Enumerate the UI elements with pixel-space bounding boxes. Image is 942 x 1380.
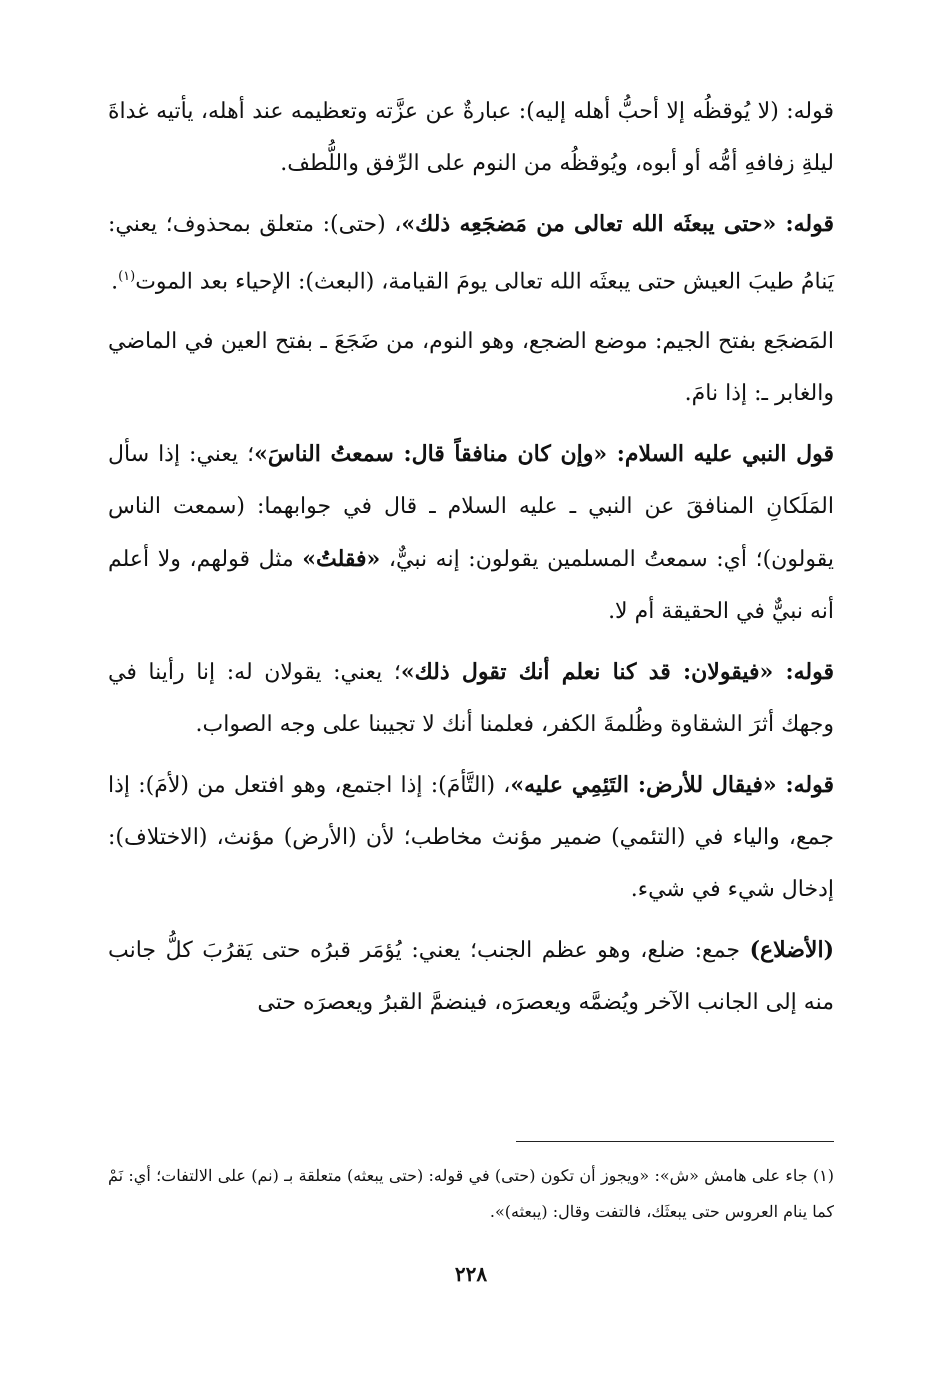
text-run: ؛ يعني: يقولان له: إنا رأينا في وجهك أثرَ الشقاوة وظُلمةَ الكفر، فعلمنا أنك لا تجيبنا على وجه الصواب. xyxy=(108,660,834,738)
quoted-phrase: قوله: «فيقال للأرض: التَئِمِي عليه» xyxy=(510,772,834,799)
text-run: قوله: (لا يُوقظُه إلا أحبُّ أهله إليه): عبارةٌ عن عزَّته وتعظيمه عند أهله، يأتيه غداةَ ليلةِ زفافهِ أمُّه أو أبوه، ويُوقظُه من النوم على الرِّفق واللُّطف. xyxy=(108,99,834,176)
paragraph xyxy=(108,646,834,751)
text-run: ؛ يعني: إذا سأل المَلَكانِ المنافقَ عن النبي ـ عليه السلام ـ قال في جوابهما: (سمعت الناس يقولون)؛ أي: سمعتُ المسلمين يقولون: إنه نبيٌّ، xyxy=(108,442,835,573)
paragraph xyxy=(108,428,834,638)
footnote-divider xyxy=(516,1141,834,1142)
paragraph xyxy=(108,924,834,1029)
paragraph xyxy=(108,198,834,308)
quoted-phrase: قوله: «حتى يبعثَه الله تعالى من مَضجَعِه ذلك» xyxy=(401,211,835,237)
text-run: مثل قولهم، ولا أعلم أنه نبيٌّ في الحقيقة أم لا. xyxy=(108,547,834,625)
text-run: جمع: ضلع، وهو عظم الجنب؛ يعني: يُؤمَر قبرُه حتى يَقرُبَ كلُّ جانب منه إلى الجانب الآخر ويُضمَّه ويعصرَه، فينضمَّ القبرُ ويعصرَه حتى xyxy=(108,938,834,1016)
text-run: ، (حتى): متعلق بمحذوف؛ يعني: يَنامُ طيبَ العيش حتى يبعثَه الله تعالى يومَ القيامة، (البعث): الإحياء بعد الموت xyxy=(108,212,834,295)
quoted-phrase: قول النبي عليه السلام: «وإن كان منافقاً قال: سمعتُ الناسَ» xyxy=(254,441,834,468)
page-body xyxy=(108,86,834,1029)
paragraph xyxy=(108,86,834,190)
text-run: . xyxy=(111,269,119,295)
quoted-phrase: «فقلتُ» xyxy=(302,546,381,573)
footnotes xyxy=(108,1158,834,1230)
text-run: المَضجَع بفتح الجيم: موضع الضجع، وهو النوم، من ضَجَعَ ـ بفتح العين في الماضي والغابر ـ: إذا نامَ. xyxy=(108,329,834,407)
quoted-phrase: (الأضلاع) xyxy=(749,937,834,964)
page-number: ٢٢٨ xyxy=(454,1262,488,1286)
footnote-marker: (١) xyxy=(118,269,136,284)
paragraph xyxy=(108,316,834,420)
footnote: (١) جاء على هامش «ش»: «ويجوز أن تكون (حتى) في قوله: (حتى يبعثه) متعلقة بـ (نم) على الالتفات؛ أي: نَمْ كما ينام العروس حتى يبعثَك، فالتفت وقال: (يبعثه)». xyxy=(108,1166,834,1221)
paragraph xyxy=(108,759,834,916)
text-run: ، (التَّأمَ): إذا اجتمع، وهو افتعل من (لأمَ): إذا جمع، والياء في (التئمي) ضمير مؤنث مخاطب؛ لأن (الأرض) مؤنث، (الاختلاف): إدخال شيء في شيء. xyxy=(108,773,834,903)
quoted-phrase: قوله: «فيقولان: قد كنا نعلم أنك تقول ذلك» xyxy=(400,659,834,686)
